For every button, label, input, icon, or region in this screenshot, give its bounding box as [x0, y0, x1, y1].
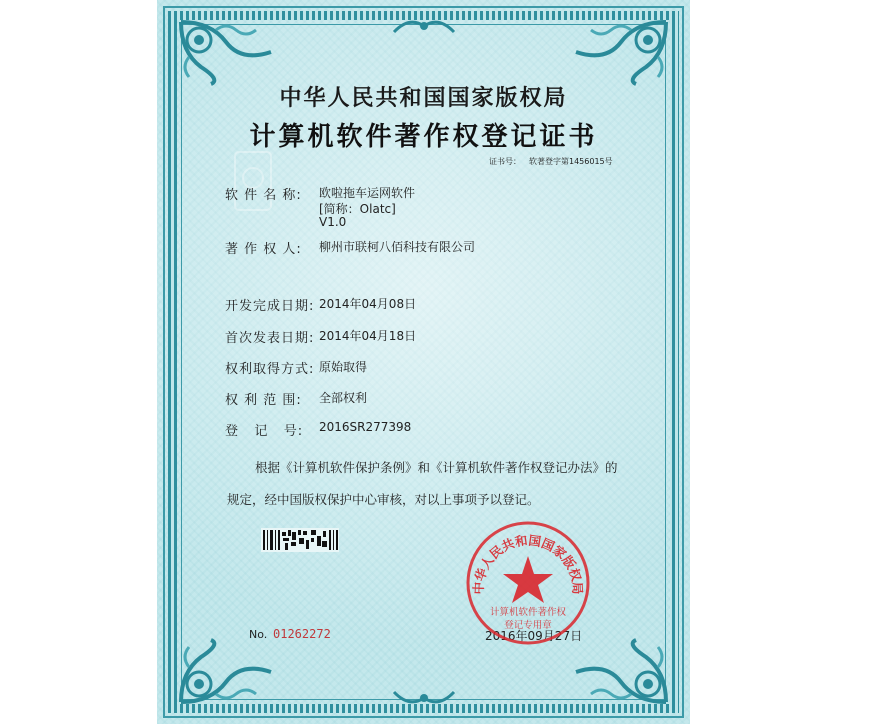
owner-label: 著 作 权 人:: [225, 242, 302, 257]
corner-ornament-icon: [566, 12, 676, 90]
statement-line-1: 根据《计算机软件保护条例》和《计算机软件著作权登记办法》的: [255, 460, 618, 475]
barcode-icon: [261, 528, 339, 552]
bottom-emblem-icon: [389, 686, 459, 710]
seal-ring-text: 中华人民共和国国家版权局: [470, 532, 586, 595]
software-name: 欧啦拖车运网软件: [319, 186, 416, 200]
top-emblem-icon: [389, 14, 459, 38]
certificate-number-label: 证书号：: [489, 157, 521, 166]
certificate-number: [489, 156, 621, 167]
rights-scope-label: 权 利 范 围:: [225, 393, 302, 408]
seal-line-2: 登记专用章: [504, 620, 552, 631]
dev-date-label: 开发完成日期:: [225, 299, 315, 314]
issuing-authority: 中华人民共和国国家版权局: [279, 86, 568, 111]
software-name-label: 软 件 名 称:: [225, 188, 302, 203]
registration-number-label: 登 记 号:: [225, 424, 304, 439]
serial-number: 01262272: [273, 627, 331, 641]
copyright-owner: 柳州市联柯八佰科技有限公司: [319, 240, 476, 254]
corner-ornament-icon: [171, 634, 281, 712]
software-short-name: [简称：Olatc]: [319, 202, 396, 216]
rights-method-label: 权利取得方式:: [225, 362, 315, 377]
certificate: [157, 0, 690, 724]
certificate-title: 计算机软件著作权登记证书: [249, 122, 598, 152]
rights-acquisition-method: 原始取得: [319, 360, 368, 374]
issue-date: 2016年09月27日: [485, 629, 583, 643]
software-version: V1.0: [319, 215, 347, 229]
seal-line-1: 计算机软件著作权: [489, 607, 567, 618]
first-publication-date: 2014年04月18日: [319, 329, 417, 343]
rights-scope: 全部权利: [319, 391, 368, 405]
registration-number: 2016SR277398: [319, 420, 412, 434]
watermark-emblem-icon: [229, 148, 277, 214]
serial-number-label: No.: [249, 628, 268, 641]
pub-date-label: 首次发表日期:: [225, 331, 315, 346]
official-seal-stamp: [463, 518, 593, 648]
certificate-number-value: 软著登字第1456015号: [529, 157, 613, 166]
dev-completion-date: 2014年04月08日: [319, 297, 417, 311]
statement-line-2: 规定，经中国版权保护中心审核，对以上事项予以登记。: [227, 492, 540, 507]
seal-star-icon: [503, 556, 553, 603]
corner-ornament-icon: [171, 12, 281, 90]
